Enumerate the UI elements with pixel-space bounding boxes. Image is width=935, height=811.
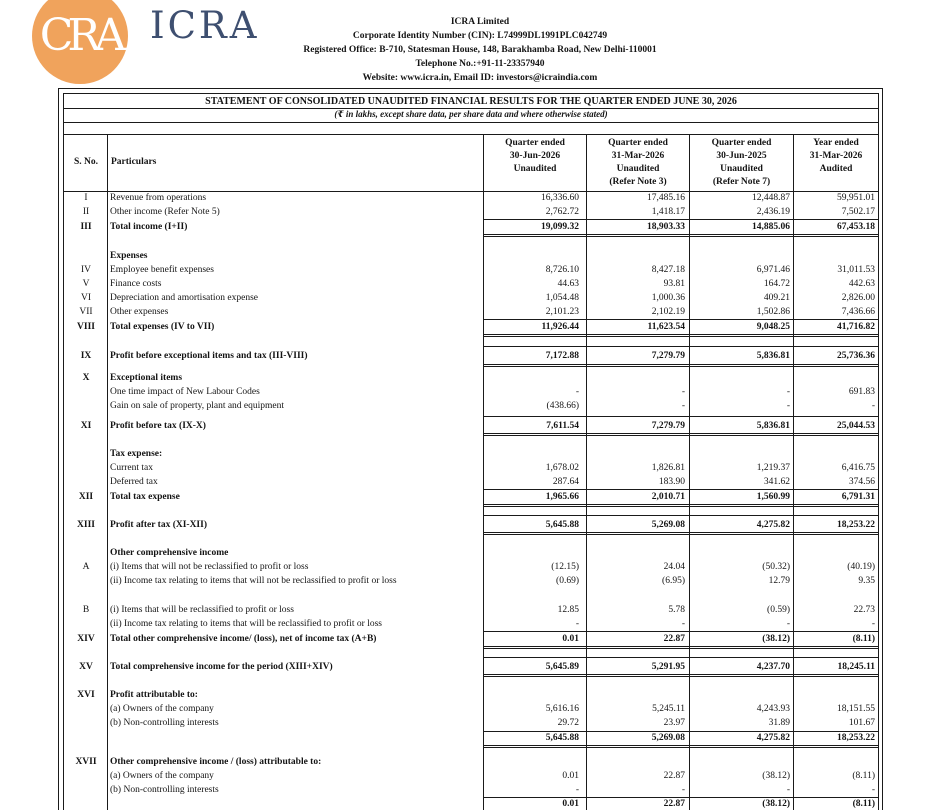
row-value: 5,645.88: [545, 733, 579, 743]
subtitle-divider: [64, 122, 878, 123]
row-value: 1,219.37: [756, 463, 790, 473]
row-value: 16,336.60: [541, 193, 579, 203]
row-value: -: [575, 619, 579, 629]
row-value: 5,836.81: [756, 351, 790, 361]
row-sno: X: [82, 373, 90, 383]
row-label: (b) Non-controlling interests: [110, 785, 219, 795]
row-value: 164.72: [763, 279, 790, 289]
statement-title: STATEMENT OF CONSOLIDATED UNAUDITED FINANCIAL RESULTS FOR THE QUARTER ENDED JUNE 30, 2026: [205, 96, 737, 107]
row-value: 287.64: [552, 477, 579, 487]
row-value: 7,279.79: [651, 421, 685, 431]
row-value: 9,048.25: [756, 322, 790, 332]
row-value: 2,101.23: [545, 307, 579, 317]
row-label: Profit after tax (XI-XII): [110, 520, 207, 530]
row-label: (a) Owners of the company: [110, 704, 214, 714]
row-value: 691.83: [848, 387, 875, 397]
row-label: Profit before exceptional items and tax (III-VIII): [110, 351, 308, 361]
double-rule: [484, 646, 878, 649]
row-label: Deferred tax: [110, 477, 158, 487]
table-row-total: [64, 731, 878, 745]
row-value: 2,102.19: [651, 307, 685, 317]
table-row-total: [64, 220, 878, 234]
logo-emblem: [32, 0, 128, 84]
row-value: (38.12): [762, 634, 790, 644]
row-value: 0.01: [562, 799, 579, 809]
table-row: [64, 702, 878, 716]
double-rule: [484, 234, 878, 237]
row-sno: XIV: [77, 634, 95, 644]
row-label: (ii) Income tax relating to items that will not be reclassified to profit or loss: [110, 576, 397, 586]
table-row: [64, 305, 878, 319]
double-rule: [484, 745, 878, 748]
row-value: -: [786, 387, 790, 397]
row-value: 18,253.22: [837, 520, 875, 530]
row-value: (8.11): [852, 771, 875, 781]
row-value: 1,965.66: [545, 492, 579, 502]
double-rule: [484, 504, 878, 507]
row-label: Exceptional items: [110, 373, 183, 383]
table-row: [64, 461, 878, 475]
row-value: 5,645.88: [545, 520, 579, 530]
row-value: 7,611.54: [546, 421, 579, 431]
row-label: Finance costs: [110, 279, 162, 289]
company-name: ICRA Limited: [450, 17, 510, 27]
row-value: 5,291.95: [651, 662, 685, 672]
row-label: (a) Owners of the company: [110, 771, 214, 781]
table-row-total: [64, 518, 878, 532]
row-label: Profit attributable to:: [110, 690, 198, 700]
table-row: [64, 769, 878, 783]
double-rule: [484, 334, 878, 337]
table-row: [64, 263, 878, 277]
row-label: Total other comprehensive income/ (loss), net of income tax (A+B): [110, 634, 377, 644]
table-row: [64, 475, 878, 489]
row-sno: XVII: [75, 757, 97, 767]
row-value: 5,269.08: [651, 520, 685, 530]
row-value: 5,836.81: [756, 421, 790, 431]
table-row: [64, 205, 878, 219]
table-row: [64, 560, 878, 574]
table-row-total: [64, 797, 878, 811]
row-value: 5,269.08: [651, 733, 685, 743]
row-value: (38.12): [762, 771, 790, 781]
row-sno: XVI: [77, 690, 95, 700]
row-label: Depreciation and amortisation expense: [110, 293, 258, 303]
row-label: Other expenses: [110, 307, 169, 317]
table-row-total: [64, 490, 878, 504]
row-label: Employee benefit expenses: [110, 265, 214, 275]
table-top-border: [64, 134, 878, 135]
row-sno: III: [80, 222, 92, 232]
row-value: 22.87: [663, 771, 685, 781]
row-value: 409.21: [763, 293, 790, 303]
table-row-total: [64, 632, 878, 646]
row-value: 5,616.16: [545, 704, 579, 714]
subtotal-line: [484, 416, 878, 417]
row-label: Revenue from operations: [110, 193, 207, 203]
row-value: 101.67: [848, 718, 875, 728]
row-value: 4,275.82: [756, 733, 790, 743]
row-value: 11,623.54: [647, 322, 685, 332]
row-value: -: [681, 619, 685, 629]
row-value: 19,099.32: [541, 222, 579, 232]
row-value: 6,791.31: [841, 492, 875, 502]
row-value: 67,453.18: [837, 222, 875, 232]
subtotal-line: [484, 346, 878, 347]
sno-column-header: S. No.: [73, 157, 99, 167]
row-value: 341.62: [763, 477, 790, 487]
row-sno: XIII: [77, 520, 95, 530]
row-value: -: [786, 619, 790, 629]
row-label: Total tax expense: [110, 492, 180, 502]
row-sno: XI: [80, 421, 92, 431]
title-divider: [64, 108, 878, 109]
row-value: 12.85: [557, 605, 579, 615]
row-value: 2,010.71: [651, 492, 685, 502]
row-value: 18,245.11: [837, 662, 875, 672]
table-row: [64, 783, 878, 797]
row-value: 25,736.36: [837, 351, 875, 361]
row-value: 14,885.06: [752, 222, 790, 232]
row-sno: V: [82, 279, 90, 289]
row-value: -: [681, 401, 685, 411]
subtotal-line: [484, 657, 878, 658]
table-row: [64, 574, 878, 588]
row-value: 18,903.33: [647, 222, 685, 232]
row-label: Total comprehensive income for the period (XIII+XIV): [110, 662, 333, 672]
row-value: -: [681, 785, 685, 795]
row-value: 17,485.16: [647, 193, 685, 203]
row-label: Other comprehensive income: [110, 548, 229, 558]
row-value: 1,000.36: [651, 293, 685, 303]
column-header-q4-2026: Quarter ended 31-Mar-2026 Unaudited (Refer Note 3): [608, 138, 668, 187]
section-heading: [64, 755, 878, 769]
row-label: Expenses: [110, 251, 148, 261]
table-row: [64, 277, 878, 291]
row-value: 41,716.82: [837, 322, 875, 332]
row-label: Profit before tax (IX-X): [110, 421, 206, 431]
row-value: 22.87: [663, 799, 685, 809]
section-heading: [64, 447, 878, 461]
row-value: 1,054.48: [545, 293, 579, 303]
row-value: 7,172.88: [545, 351, 579, 361]
row-value: (0.69): [556, 576, 579, 586]
row-value: 18,253.22: [837, 733, 875, 743]
table-row: [64, 291, 878, 305]
table-row: [64, 385, 878, 399]
row-value: (6.95): [662, 576, 685, 586]
row-value: 2,436.19: [756, 207, 790, 217]
row-label: Other comprehensive income / (loss) attributable to:: [110, 757, 322, 767]
subtotal-line: [484, 515, 878, 516]
section-heading: [64, 546, 878, 560]
row-label: Current tax: [110, 463, 154, 473]
row-value: 93.81: [663, 279, 685, 289]
row-value: 31,011.53: [837, 265, 875, 275]
row-value: 2,762.72: [545, 207, 579, 217]
row-value: 1,678.02: [545, 463, 579, 473]
row-value: 24.04: [663, 562, 685, 572]
company-logo: [32, 0, 260, 90]
row-value: 5,645.89: [545, 662, 579, 672]
column-header-q1-2025: Quarter ended 30-Jun-2025 Unaudited (Refer Note 7): [711, 138, 772, 187]
row-value: 7,502.17: [841, 207, 875, 217]
row-value: -: [786, 785, 790, 795]
row-label: Total expenses (IV to VII): [110, 322, 215, 332]
column-header-fy-2026: Year ended 31-Mar-2026 Audited: [809, 138, 863, 174]
row-value: 442.63: [848, 279, 875, 289]
row-value: 8,427.18: [651, 265, 685, 275]
row-value: 2,826.00: [841, 293, 875, 303]
row-value: 31.89: [768, 718, 790, 728]
row-value: 8,726.10: [545, 265, 579, 275]
table-row-total: [64, 660, 878, 674]
row-value: 4,243.93: [756, 704, 790, 714]
row-value: 374.56: [848, 477, 875, 487]
row-value: (38.12): [762, 799, 790, 809]
section-heading: [64, 249, 878, 263]
row-sno: VIII: [77, 322, 95, 332]
row-value: (0.59): [767, 605, 790, 615]
double-rule: [484, 364, 878, 367]
table-row-total: [64, 349, 878, 363]
row-value: 4,237.70: [756, 662, 790, 672]
row-sno: A: [82, 562, 90, 572]
table-row: [64, 603, 878, 617]
row-value: 6,416.75: [841, 463, 875, 473]
row-value: 9.35: [858, 576, 875, 586]
row-sno: XII: [78, 492, 94, 502]
row-value: 1,826.81: [651, 463, 685, 473]
row-value: (50.32): [762, 562, 790, 572]
double-rule: [484, 674, 878, 677]
row-sno: XV: [79, 662, 93, 672]
section-heading: [64, 371, 878, 385]
row-sno: II: [82, 207, 90, 217]
double-rule: [484, 433, 878, 436]
row-value: 1,560.99: [756, 492, 790, 502]
company-cin: Corporate Identity Number (CIN): L74999DL1991PLC042749: [352, 31, 608, 41]
row-value: 29.72: [557, 718, 579, 728]
row-value: -: [871, 619, 875, 629]
row-label: One time impact of New Labour Codes: [110, 387, 260, 397]
row-value: 22.87: [663, 634, 685, 644]
row-value: 0.01: [562, 771, 579, 781]
row-value: 5.78: [668, 605, 685, 615]
logo-monogram: CRA: [39, 10, 121, 61]
row-value: (12.15): [551, 562, 579, 572]
row-value: (40.19): [847, 562, 875, 572]
table-row-total: [64, 419, 878, 433]
row-label: (b) Non-controlling interests: [110, 718, 219, 728]
row-value: 7,436.66: [841, 307, 875, 317]
particulars-column-header: Particulars: [111, 157, 157, 167]
row-value: -: [786, 401, 790, 411]
row-sno: VII: [79, 307, 93, 317]
row-value: 7,279.79: [651, 351, 685, 361]
row-value: -: [871, 401, 875, 411]
row-value: 23.97: [663, 718, 685, 728]
row-label: (i) Items that will not be reclassified to profit or loss: [110, 562, 309, 572]
logo-wordmark: ICRA: [150, 4, 260, 47]
row-label: Total income (I+II): [110, 222, 188, 232]
row-value: -: [871, 785, 875, 795]
row-value: 59,951.01: [837, 193, 875, 203]
table-row: [64, 716, 878, 730]
row-label: (i) Items that will be reclassified to profit or loss: [110, 605, 294, 615]
table-row: [64, 191, 878, 205]
row-sno: IV: [80, 265, 92, 275]
row-value: 183.90: [658, 477, 685, 487]
row-value: 4,275.82: [756, 520, 790, 530]
row-sno: IX: [80, 351, 92, 361]
double-rule: [484, 532, 878, 535]
row-value: 1,418.17: [651, 207, 685, 217]
statement-subtitle: (₹ in lakhs, except share data, per share data and where otherwise stated): [334, 109, 608, 119]
row-value: 12.79: [768, 576, 790, 586]
row-value: -: [681, 387, 685, 397]
row-value: 5,245.11: [652, 704, 685, 714]
row-value: 18,151.55: [837, 704, 875, 714]
row-value: 22.73: [853, 605, 875, 615]
row-value: 0.01: [562, 634, 579, 644]
row-value: 12,448.87: [752, 193, 790, 203]
telephone: Telephone No.:+91-11-23357940: [415, 59, 545, 69]
row-value: 1,502.86: [756, 307, 790, 317]
website-email: Website: www.icra.in, Email ID: investors@icraindia.com: [362, 73, 598, 83]
table-row-total: [64, 320, 878, 334]
row-value: 44.63: [557, 279, 579, 289]
row-sno: VI: [80, 293, 92, 303]
section-heading: [64, 688, 878, 702]
row-value: 25,044.53: [837, 421, 875, 431]
row-value: 6,971.46: [756, 265, 790, 275]
row-sno: I: [84, 193, 88, 203]
row-label: (ii) Income tax relating to items that will be reclassified to profit or loss: [110, 619, 382, 629]
row-value: -: [575, 785, 579, 795]
row-sno: B: [82, 605, 90, 615]
table-row: [64, 617, 878, 631]
row-label: Tax expense:: [110, 449, 163, 459]
row-value: (8.11): [852, 634, 875, 644]
row-label: Gain on sale of property, plant and equipment: [110, 401, 285, 411]
registered-office: Registered Office: B-710, Statesman House, 148, Barakhamba Road, New Delhi-110001: [303, 45, 657, 55]
table-row: [64, 399, 878, 413]
row-value: (438.66): [546, 401, 579, 411]
row-value: (8.11): [852, 799, 875, 809]
row-value: -: [575, 387, 579, 397]
row-label: Other income (Refer Note 5): [110, 207, 220, 217]
column-header-q1-2026: Quarter ended 30-Jun-2026 Unaudited: [505, 138, 565, 174]
row-value: 11,926.44: [541, 322, 579, 332]
